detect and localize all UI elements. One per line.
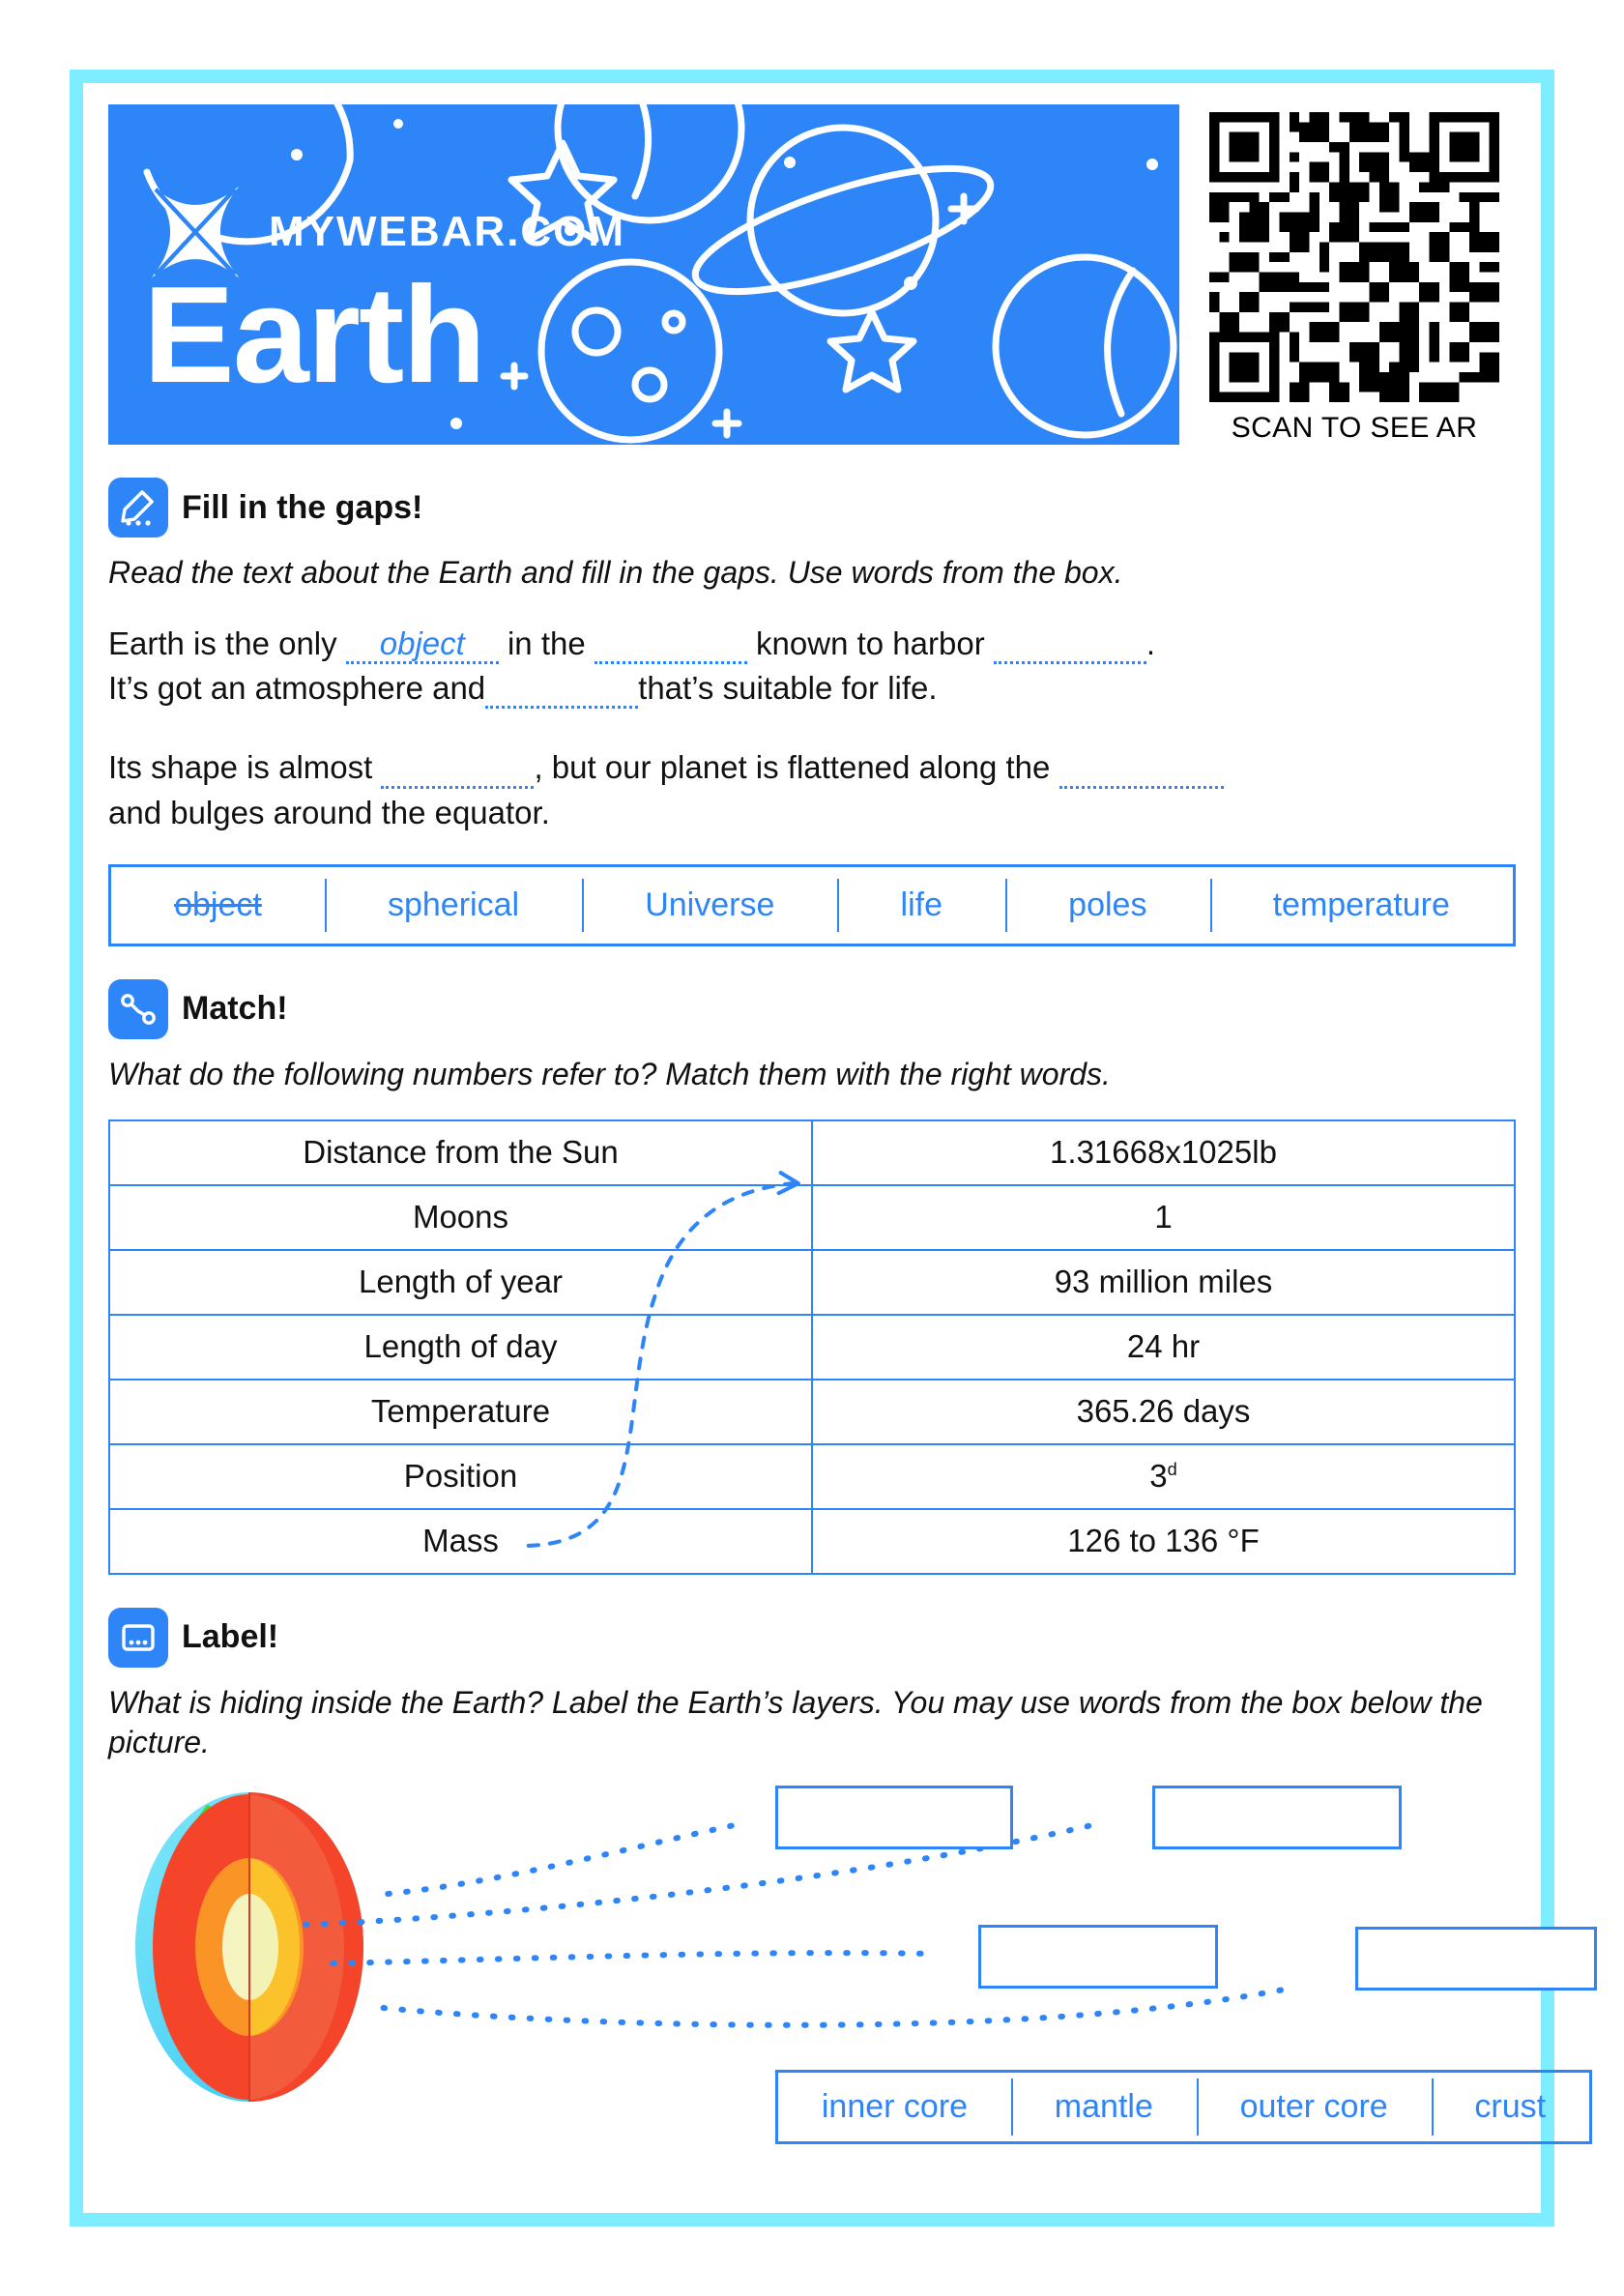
gap-text-segment: Earth is the only xyxy=(108,625,337,661)
table-row[interactable] xyxy=(109,1444,1515,1509)
table-row[interactable] xyxy=(109,1250,1515,1315)
gap-blank-6[interactable] xyxy=(1059,750,1224,788)
gap-blank-1[interactable]: object xyxy=(346,626,499,664)
qr-code-icon[interactable] xyxy=(1209,112,1499,402)
task-heading-label xyxy=(108,1608,1516,1668)
gap-text-segment: and bulges around the equator. xyxy=(108,794,550,830)
gapfill-wordbank xyxy=(108,864,1516,946)
match-left-cell[interactable]: Moons xyxy=(109,1185,812,1250)
qr-block xyxy=(1195,104,1514,445)
match-value-superscript: d xyxy=(1167,1460,1177,1480)
task-heading-match xyxy=(108,979,1516,1039)
gapfill-text xyxy=(108,622,1516,835)
match-right-cell[interactable]: 93 million miles xyxy=(812,1250,1515,1315)
match-right-cell[interactable]: 1.31668x1025lb xyxy=(812,1120,1515,1185)
label-diagram-area xyxy=(108,1780,1547,2205)
gapfill-paragraph-1 xyxy=(108,622,1516,711)
table-row[interactable] xyxy=(109,1120,1515,1185)
table-row[interactable] xyxy=(109,1509,1515,1574)
label-box-3[interactable] xyxy=(978,1925,1218,1989)
match-value-base: 3 xyxy=(1149,1458,1168,1495)
gap-text-segment: It’s got an atmosphere and xyxy=(108,670,486,707)
task-title: Label! xyxy=(182,1618,279,1656)
match-right-cell[interactable]: 126 to 136 °F xyxy=(812,1509,1515,1574)
wordbank-word[interactable]: Universe xyxy=(582,873,837,938)
label-icon xyxy=(108,1608,168,1668)
worksheet-content xyxy=(83,83,1547,2213)
match-left-cell[interactable]: Mass xyxy=(109,1509,812,1574)
label-box-2[interactable] xyxy=(1152,1786,1402,1849)
wordbank-word[interactable]: outer core xyxy=(1197,2073,1432,2141)
match-right-cell[interactable]: 24 hr xyxy=(812,1315,1515,1380)
wordbank-word[interactable]: temperature xyxy=(1210,873,1513,938)
label-box-1[interactable] xyxy=(775,1786,1013,1849)
brand-name: MYWEBAR.COM xyxy=(269,208,626,255)
wordbank-word[interactable]: spherical xyxy=(325,873,582,938)
gap-text-segment: , but our planet is flattened along the xyxy=(534,749,1051,786)
match-table-wrap xyxy=(108,1119,1516,1575)
page-frame xyxy=(70,70,1554,2226)
match-left-cell[interactable]: Position xyxy=(109,1444,812,1509)
match-left-cell[interactable]: Length of year xyxy=(109,1250,812,1315)
earth-cutaway-diagram xyxy=(114,1787,443,2107)
match-right-cell[interactable] xyxy=(812,1444,1515,1509)
gap-blank-2[interactable] xyxy=(594,626,747,664)
worksheet-header xyxy=(108,104,1516,445)
task-title: Match! xyxy=(182,990,288,1028)
gap-text-segment: Its shape is almost xyxy=(108,749,373,786)
label-wordbank xyxy=(775,2070,1592,2144)
gapfill-paragraph-2 xyxy=(108,745,1516,834)
gap-blank-5[interactable] xyxy=(381,750,534,788)
title-banner xyxy=(108,104,1179,445)
gap-text-segment: in the xyxy=(507,625,586,661)
task-instruction: Read the text about the Earth and fill in the gaps. Use words from the box. xyxy=(108,555,1123,590)
table-row[interactable] xyxy=(109,1315,1515,1380)
wordbank-word[interactable]: life xyxy=(837,873,1005,938)
match-left-cell[interactable]: Length of day xyxy=(109,1315,812,1380)
wordbank-word[interactable]: mantle xyxy=(1011,2073,1197,2141)
wordbank-word[interactable]: crust xyxy=(1432,2073,1589,2141)
gap-blank-3[interactable] xyxy=(994,626,1146,664)
gap-text-segment: . xyxy=(1146,625,1156,661)
task-heading-fill-gaps xyxy=(108,478,1516,538)
match-table xyxy=(108,1119,1516,1575)
task-instruction: What do the following numbers refer to? Match them with the right words. xyxy=(108,1056,1111,1091)
qr-caption: SCAN TO SEE AR xyxy=(1231,412,1478,444)
wordbank-word[interactable]: object xyxy=(174,886,262,923)
gap-text-segment: known to harbor xyxy=(756,625,985,661)
table-row[interactable] xyxy=(109,1185,1515,1250)
table-row[interactable] xyxy=(109,1380,1515,1444)
match-left-cell[interactable]: Distance from the Sun xyxy=(109,1120,812,1185)
fill-in-the-gaps-icon xyxy=(108,478,168,538)
match-right-cell[interactable]: 365.26 days xyxy=(812,1380,1515,1444)
gap-blank-4[interactable] xyxy=(485,671,638,709)
match-icon xyxy=(108,979,168,1039)
match-right-cell[interactable]: 1 xyxy=(812,1185,1515,1250)
match-left-cell[interactable]: Temperature xyxy=(109,1380,812,1444)
page-title: Earth xyxy=(143,258,484,412)
task-title: Fill in the gaps! xyxy=(182,488,423,526)
gap-text-segment: that’s suitable for life. xyxy=(638,670,938,707)
label-box-4[interactable] xyxy=(1355,1927,1597,1991)
task-instruction: What is hiding inside the Earth? Label the Earth’s layers. You may use words from the box below the picture. xyxy=(108,1684,1483,1759)
wordbank-word[interactable]: poles xyxy=(1005,873,1209,938)
wordbank-word[interactable]: inner core xyxy=(821,2087,969,2125)
